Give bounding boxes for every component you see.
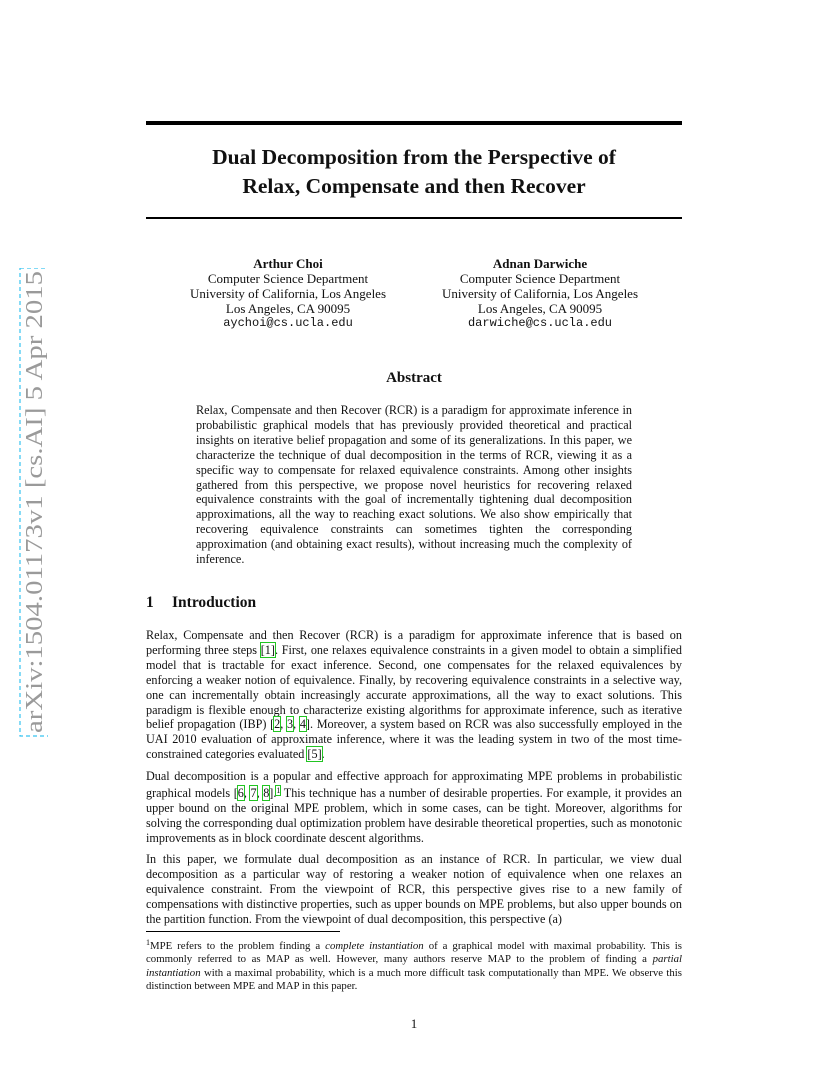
citation-link[interactable]: 8 bbox=[263, 785, 270, 800]
emphasis: partial instantiation bbox=[146, 953, 682, 979]
citation-link[interactable]: 7 bbox=[250, 785, 257, 800]
text-run: ]. Moreover, a system based on RCR was also successfully employed in the UAI 2010 evaluation of approximate inference, where it was the leading system in two of the most time-constrained categories evaluated bbox=[146, 717, 683, 762]
author-address: Los Angeles, CA 90095 bbox=[477, 301, 603, 316]
text-run: , bbox=[243, 785, 251, 800]
text-run: ]. bbox=[269, 785, 277, 800]
text-run: MPE refers to the problem finding a bbox=[150, 940, 326, 952]
section-heading bbox=[146, 594, 256, 612]
text-run: Relax, Compensate and then Recover (RCR) is a paradigm for approximate inference that is based on performing three steps bbox=[146, 628, 682, 657]
intro-paragraph-3: In this paper, we formulate dual decomposition as an instance of RCR. In particular, we view dual decomposition as a particular way of restoring a weaker notion of equivalence when one relaxes an equivalence constraint. From the viewpoint of RCR, this perspective gives rise to a new family of compensations with distinctive properties, such as upper bounds on MPE problems, but also upper bounds on the partition function. From the viewpoint of dual decomposition, this perspective (a) bbox=[146, 852, 682, 926]
text-run: , bbox=[256, 785, 264, 800]
author-university: University of California, Los Angeles bbox=[189, 286, 387, 301]
section-number: 1 bbox=[146, 594, 154, 611]
text-run: . First, one relaxes equivalence constraints in a given model to obtain a simplified model that is tractable for exact inference. Second, one compensates for the relaxed equivalences by enforcing a weaker notion of equivalence. Finally, by recovering equivalence constraints in a selective way, one can incrementally obtain increasingly accurate approximations, all the way to exact solutions. This paradigm is flexible enough to characterize existing algorithms for approximate inference, such as iterative belief propagation (IBP) [ bbox=[146, 642, 682, 732]
title-line-1: Dual Decomposition from the Perspective of bbox=[212, 145, 616, 169]
abstract-heading: Abstract bbox=[386, 370, 442, 386]
footnote-rule bbox=[146, 931, 340, 932]
author-name: Arthur Choi bbox=[253, 256, 323, 271]
text-run: with a maximal probability, which is a much more difficult task computationally than MPE. We observe this distinction between MPE and MAP in this paper. bbox=[146, 966, 682, 993]
text-run: . bbox=[321, 747, 325, 762]
author-block-2 bbox=[410, 256, 670, 331]
author-department: Computer Science Department bbox=[459, 271, 621, 286]
text-run: , bbox=[280, 717, 287, 732]
author-email[interactable]: aychoi@cs.ucla.edu bbox=[223, 316, 353, 330]
footnote-link[interactable]: 1 bbox=[276, 785, 281, 795]
intro-paragraph-2 bbox=[146, 769, 682, 846]
citation-link[interactable]: 2 bbox=[274, 717, 281, 732]
footnote-marker: 1 bbox=[146, 938, 150, 947]
text-run: , bbox=[293, 717, 300, 732]
emphasis: complete instantiation bbox=[325, 940, 424, 952]
footnote bbox=[146, 936, 682, 994]
author-address: Los Angeles, CA 90095 bbox=[225, 301, 351, 316]
title-top-rule bbox=[146, 121, 682, 125]
text-run: Dual decomposition is a popular and effective approach for approximating MPE problems in probabilistic graphical models [ bbox=[146, 769, 682, 800]
text-run: of a graphical model with maximal probability. This is commonly referred to as MAP as well. However, many authors reserve MAP to the problem of finding a bbox=[146, 940, 683, 966]
author-university: University of California, Los Angeles bbox=[441, 286, 639, 301]
author-name: Adnan Darwiche bbox=[492, 256, 588, 271]
abstract-body: Relax, Compensate and then Recover (RCR) is a paradigm for approximate inference in probabilistic graphical models that has previously provided theoretical and practical insights on iterative belief propagation and some of its generalizations. In this paper, we characterize the technique of dual decomposition in the terms of RCR, viewing it as a specific way to compensate for relaxed equivalence constraints. Among other insights gathered from this perspective, we propose novel heuristics for recovering relaxed equivalence constraints with the goal of incrementally tightening dual decomposition approximations, all the way to reaching exact solutions. We also show empirically that recovering equivalence constraints can sometimes tighten the corresponding approximation (and obtaining exact results), without increasing much the complexity of inference. bbox=[196, 403, 632, 567]
title-bottom-rule bbox=[146, 217, 682, 219]
citation-link[interactable]: [1] bbox=[260, 642, 275, 657]
citation-link[interactable]: 3 bbox=[286, 717, 294, 732]
section-title: Introduction bbox=[172, 594, 257, 611]
author-email[interactable]: darwiche@cs.ucla.edu bbox=[467, 316, 613, 330]
citation-link[interactable]: 4 bbox=[299, 717, 306, 732]
author-block-1 bbox=[158, 256, 418, 331]
page-number: 1 bbox=[410, 1016, 418, 1031]
text-run: This technique has a number of desirable properties. For example, it provides an upper bound on the original MPE problem, which in some cases, can be tight. Moreover, algorithms for solving the corresponding dual optimization problem have desirable theoretical properties, such as monotonic improvements as in block coordinate descent algorithms. bbox=[146, 785, 683, 845]
title-line-2: Relax, Compensate and then Recover bbox=[242, 174, 586, 198]
citation-link[interactable]: 6 bbox=[237, 785, 244, 800]
paper-title bbox=[146, 143, 682, 201]
citation-link[interactable]: [5] bbox=[307, 747, 322, 762]
arxiv-identifier-stamp[interactable] bbox=[18, 268, 48, 738]
intro-paragraph-1 bbox=[146, 628, 682, 762]
arxiv-identifier-text: arXiv:1504.01173v1 [cs.AI] 5 Apr 2015 bbox=[22, 347, 48, 733]
author-department: Computer Science Department bbox=[207, 271, 369, 286]
